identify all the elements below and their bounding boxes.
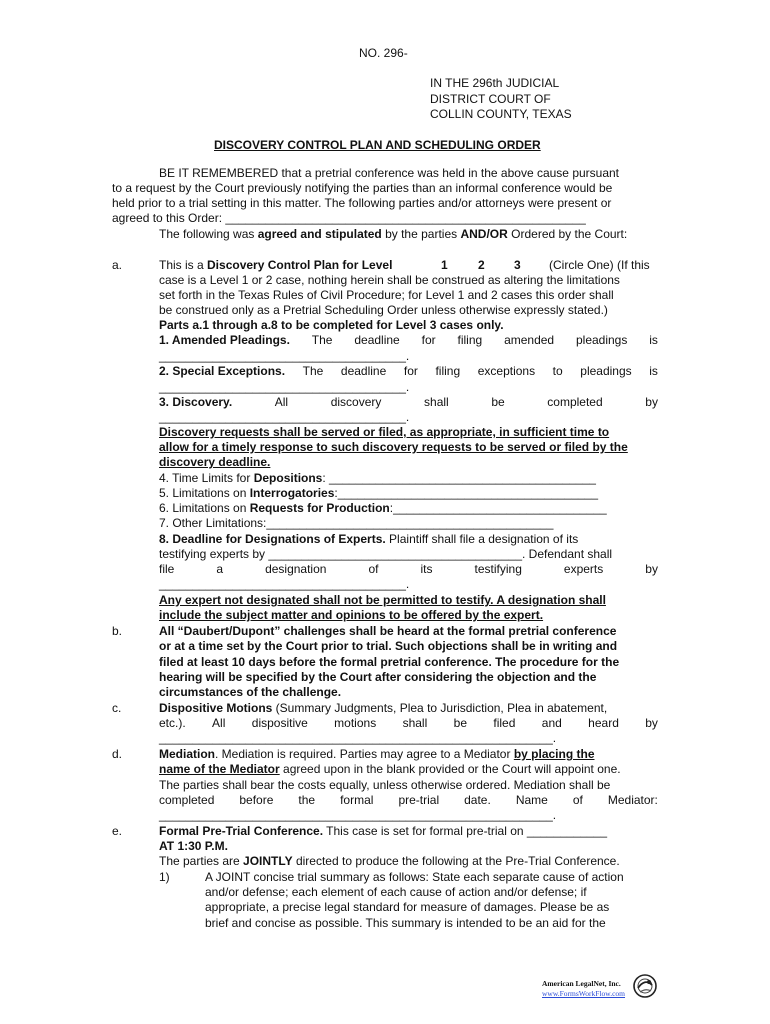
- circle-one-note: (Circle One) (If this: [549, 258, 650, 272]
- sub-item-number: 1): [159, 870, 170, 884]
- expert-designation-line-1: 8. Deadline for Designations of Experts. Plaintiff shall file a designation of its: [159, 532, 579, 546]
- depositions-limit-line: 4. Time Limits for Depositions: ________________________________________: [159, 471, 596, 485]
- special-exceptions-line: 2. Special Exceptions. The deadline for filing exceptions to pleadings is: [159, 364, 658, 378]
- level-2-option: 2: [478, 258, 485, 272]
- section-d-line-1: Mediation. Mediation is required. Parties may agree to a Mediator by placing the: [159, 747, 595, 761]
- section-a-line-3: set forth in the Texas Rules of Civil Procedure; for Level 1 and 2 cases this order shall: [159, 288, 614, 302]
- section-a-level3-note: Parts a.1 through a.8 to be completed for Level 3 cases only.: [159, 318, 504, 332]
- intro-line-4: agreed to this Order: ______________________________________________________: [112, 211, 586, 225]
- court-line-2: DISTRICT COURT OF: [430, 92, 551, 106]
- section-e-line-3: The parties are JOINTLY directed to produce the following at the Pre-Trial Conference.: [159, 854, 620, 868]
- case-number: NO. 296-: [359, 46, 408, 60]
- section-a-line-2: case is a Level 1 or 2 case, nothing herein shall be construed as altering the limitations: [159, 273, 620, 287]
- mediator-blank: ___________________________________________________________.: [159, 808, 557, 822]
- section-a-letter: a.: [112, 258, 123, 272]
- level-3-option: 3: [514, 258, 521, 272]
- logo-website-link[interactable]: www.FormsWorkFlow.com: [542, 989, 626, 998]
- logo-text: [542, 979, 625, 999]
- logo-company: American LegalNet, Inc.: [542, 979, 621, 988]
- section-d-letter: d.: [112, 747, 123, 761]
- amended-pleadings-blank: _____________________________________.: [159, 349, 410, 363]
- court-line-1: IN THE 296th JUDICIAL: [430, 76, 560, 90]
- dispositive-motions-blank: ___________________________________________________________.: [159, 731, 557, 745]
- court-line-3: COLLIN COUNTY, TEXAS: [430, 107, 572, 121]
- document-title: DISCOVERY CONTROL PLAN AND SCHEDULING ORDER: [214, 138, 541, 152]
- intro-line-3: held prior to a trial setting in this matter. The following parties and/or attorneys were present or: [112, 196, 612, 210]
- expert-designation-blank: _____________________________________.: [159, 577, 410, 591]
- discovery-notice-2: allow for a timely response to such discovery requests to be served or filed by the: [159, 440, 628, 454]
- discovery-notice-1: Discovery requests shall be served or filed, as appropriate, in sufficient time to: [159, 425, 610, 439]
- production-limit-line: 6. Limitations on Requests for Production:________________________________: [159, 501, 607, 515]
- amended-pleadings-line: 1. Amended Pleadings. The deadline for filing amended pleadings is: [159, 333, 658, 347]
- section-a-line-1: This is a Discovery Control Plan for Level: [159, 258, 393, 272]
- section-b-line-3: filed at least 10 days before the formal pretrial conference. The procedure for the: [159, 655, 620, 669]
- discovery-line: 3. Discovery. All discovery shall be completed by: [159, 395, 658, 409]
- sub-item-line-1: A JOINT concise trial summary as follows: State each separate cause of action: [205, 870, 624, 884]
- section-d-line-4: completed before the formal pre-trial date. Name of Mediator:: [159, 793, 658, 807]
- discovery-blank: _____________________________________.: [159, 410, 410, 424]
- interrogatories-limit-line: 5. Limitations on Interrogatories:_______________________________________: [159, 486, 599, 500]
- intro-line-5: The following was agreed and stipulated by the parties AND/OR Ordered by the Court:: [159, 227, 628, 241]
- discovery-notice-3: discovery deadline.: [159, 455, 271, 469]
- legalnet-globe-icon: [632, 973, 658, 999]
- section-e-letter: e.: [112, 824, 123, 838]
- sub-item-line-2: and/or defense; each element of each cause of action and/or defense; if: [205, 885, 587, 899]
- intro-line-2: to a request by the Court previously notifying the parties than an informal conference would be: [112, 181, 613, 195]
- section-c-line-1: Dispositive Motions (Summary Judgments, Plea to Jurisdiction, Plea in abatement,: [159, 701, 608, 715]
- other-limitations-line: 7. Other Limitations:___________________________________________: [159, 516, 554, 530]
- section-b-letter: b.: [112, 624, 123, 638]
- section-b-line-5: circumstances of the challenge.: [159, 685, 342, 699]
- section-b-line-4: hearing will be specified by the Court after considering the objection and the: [159, 670, 597, 684]
- section-d-line-2: name of the Mediator agreed upon in the blank provided or the Court will appoint one.: [159, 762, 621, 776]
- intro-line-1: BE IT REMEMBERED that a pretrial conference was held in the above cause pursuant: [159, 166, 620, 180]
- section-b-line-2: or at a time set by the Court prior to trial. Such objections shall be in writing and: [159, 639, 618, 653]
- american-legalnet-logo: [534, 970, 660, 1004]
- expert-notice-1: Any expert not designated shall not be permitted to testify. A designation shall: [159, 593, 606, 607]
- expert-designation-line-2: testifying experts by ______________________________________. Defendant shall: [159, 547, 613, 561]
- sub-item-line-4: brief and concise as possible. This summary is intended to be an aid for the: [205, 916, 606, 930]
- special-exceptions-blank: _____________________________________.: [159, 380, 410, 394]
- sub-item-line-3: appropriate, a precise legal standard for measure of damages. Please be as: [205, 900, 610, 914]
- section-d-line-3: The parties shall bear the costs equally, unless otherwise ordered. Mediation shall be: [159, 778, 611, 792]
- section-b-line-1: All “Daubert/Dupont” challenges shall be heard at the formal pretrial conference: [159, 624, 617, 638]
- section-c-letter: c.: [112, 701, 122, 715]
- level-1-option: 1: [441, 258, 448, 272]
- expert-designation-line-3: file a designation of its testifying experts by: [159, 562, 658, 576]
- section-e-line-1: Formal Pre-Trial Conference. This case is set for formal pre-trial on ____________: [159, 824, 607, 838]
- section-a-line-4: be construed only as a Pretrial Scheduling Order unless otherwise expressly stated.): [159, 303, 608, 317]
- section-c-line-2: etc.). All dispositive motions shall be filed and heard by: [159, 716, 658, 730]
- expert-notice-2: include the subject matter and opinions to be offered by the expert.: [159, 608, 544, 622]
- pretrial-time: AT 1:30 P.M.: [159, 839, 228, 853]
